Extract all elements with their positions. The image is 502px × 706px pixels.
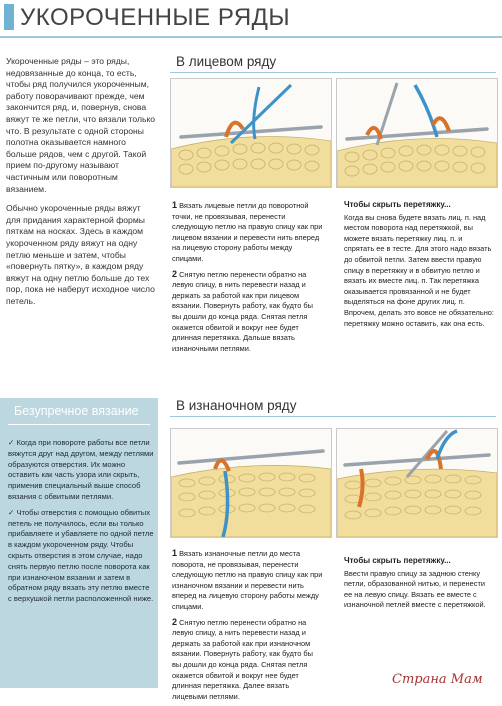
intro-paragraph-1: Укороченные ряды – это ряды, недовязанные до конца, то есть, чтобы ряд получился укороченным, работу поворачивают прежде, чем закончится ряд, и, повернув, снова вяжут те же петли, что вязали только что. В результате с одной стороны полотна оказывается намного больше рядов, чем с другой. Такой прием по-другому называют частичным или поворотным вязанием.	[6, 56, 156, 194]
section-title-knit: В лицевом ряду	[176, 54, 277, 69]
sidebar-paragraph-1: ✓ Когда при повороте работы все петли вяжутся друг над другом, между петлями образуются отверстия. Их можно оставить как часть узора или скрыть, применив специальный выше способ вязания с обвитыми петлями.	[8, 438, 154, 501]
illustration-purl-step-1	[170, 428, 332, 538]
sidebar-divider	[8, 424, 150, 425]
purl-tip	[344, 556, 494, 611]
section-divider-knit	[170, 72, 496, 73]
purl-tip-text: Ввести правую спицу за заднюю стенку петли, образованной нитью, и перенести ее на левую спицу. Вязать ее вместе с изнаночной петлей вместе с перетяжкой.	[344, 568, 486, 610]
intro-paragraph-2: Обычно укороченные ряды вяжут для придания характерной формы пяткам на носках. Здесь в каждом укороченном ряду вяжут на одну петлю меньше и затем, чтобы «повернуть пятку», в каждом ряду вяжут на одну петлю больше до тех пор, пока не наберут исходное число петель.	[6, 203, 155, 306]
intro-text	[6, 56, 156, 315]
knit-steps	[172, 200, 324, 358]
purl-step-2-text: Снятую петлю перенести обратно на левую спицу, а нить перевести назад и держать за работой как при изнаночном вязании. Повернуть работу, как будто бы вы дошли до конца ряда. Снятая петля окажется обвитой и вокруг нее будет длинная перетяжка. Далее вязать лицевыми петлями.	[172, 617, 313, 701]
step-number: 1	[172, 200, 178, 210]
sidebar-text	[8, 438, 154, 610]
step-number: 2	[172, 268, 178, 279]
step-number: 2	[172, 616, 178, 627]
header-accent-block	[4, 4, 14, 30]
purl-tip-title: Чтобы скрыть перетяжку...	[344, 556, 451, 565]
illustration-knit-step-2	[336, 78, 498, 188]
knit-step-1-text: Вязать лицевые петли до поворотной точки, не провязывая, перенести следующую петлю на правую спицу как при лицевом вязании и перевести нить вперед на лицевую сторону работы между спицами.	[172, 201, 323, 263]
header-divider	[0, 36, 502, 38]
page-title: УКОРОЧЕННЫЕ РЯДЫ	[20, 4, 291, 31]
purl-step-1-text: Вязать изнаночные петли до места поворота, не провязывая, перенести следующую петлю на правую спицу как при изнаночном вязании и перевести нить вперед на лицевую сторону работы между спицами.	[172, 549, 323, 611]
knit-tip-text: Когда вы снова будете вязать лиц. п. над местом поворота над перетяжкой, вы можете вязать перетяжку лиц. п. и спрятать ее в тесте. Для этого надо вязать до обвитой петли. Затем ввести правую спицу в перетяжку и в обвитую петлю и вязать их вместе лиц. п. Так перетяжка оказывается провязанной и не будет выделяться на фоне других лиц. п. Впрочем, делать это вовсе не обязательно: перетяжку можно оставить, как она есть.	[344, 212, 494, 328]
watermark-text: Страна Мам	[392, 672, 483, 687]
illustration-knit-step-1	[170, 78, 332, 188]
step-number: 1	[172, 548, 178, 558]
knit-step-2-text: Снятую петлю перенести обратно на левую спицу, в нить перевести назад и держать за работой как при лицевом вязании. Повернуть работу, как будто бы вы дошли до конца ряда. Снятая петля окажется обвитой и вокруг нее будет длинная перетяжка. Дальше вязать изнаночными петлями.	[172, 269, 313, 353]
knit-tip	[344, 200, 494, 329]
illustration-purl-step-2	[336, 428, 498, 538]
purl-steps	[172, 548, 324, 706]
section-title-purl: В изнаночном ряду	[176, 398, 297, 413]
sidebar-paragraph-2: ✓ Чтобы отверстия с помощью обвитых петель не получилось, если вы только прибавляете и убавляете по одной петле в каждом укороченном ряду. Чтобы скрыть отверстия в этом случае, надо снять первую петлю после поворота как при изнаночном вязании и затем в обратном ряду вязать эту петлю вместе с верхушкой петли расположенной ниже.	[8, 507, 154, 604]
sidebar-title: Безупречное вязание	[14, 404, 139, 418]
section-divider-purl	[170, 416, 496, 417]
knit-tip-title: Чтобы скрыть перетяжку...	[344, 200, 451, 209]
